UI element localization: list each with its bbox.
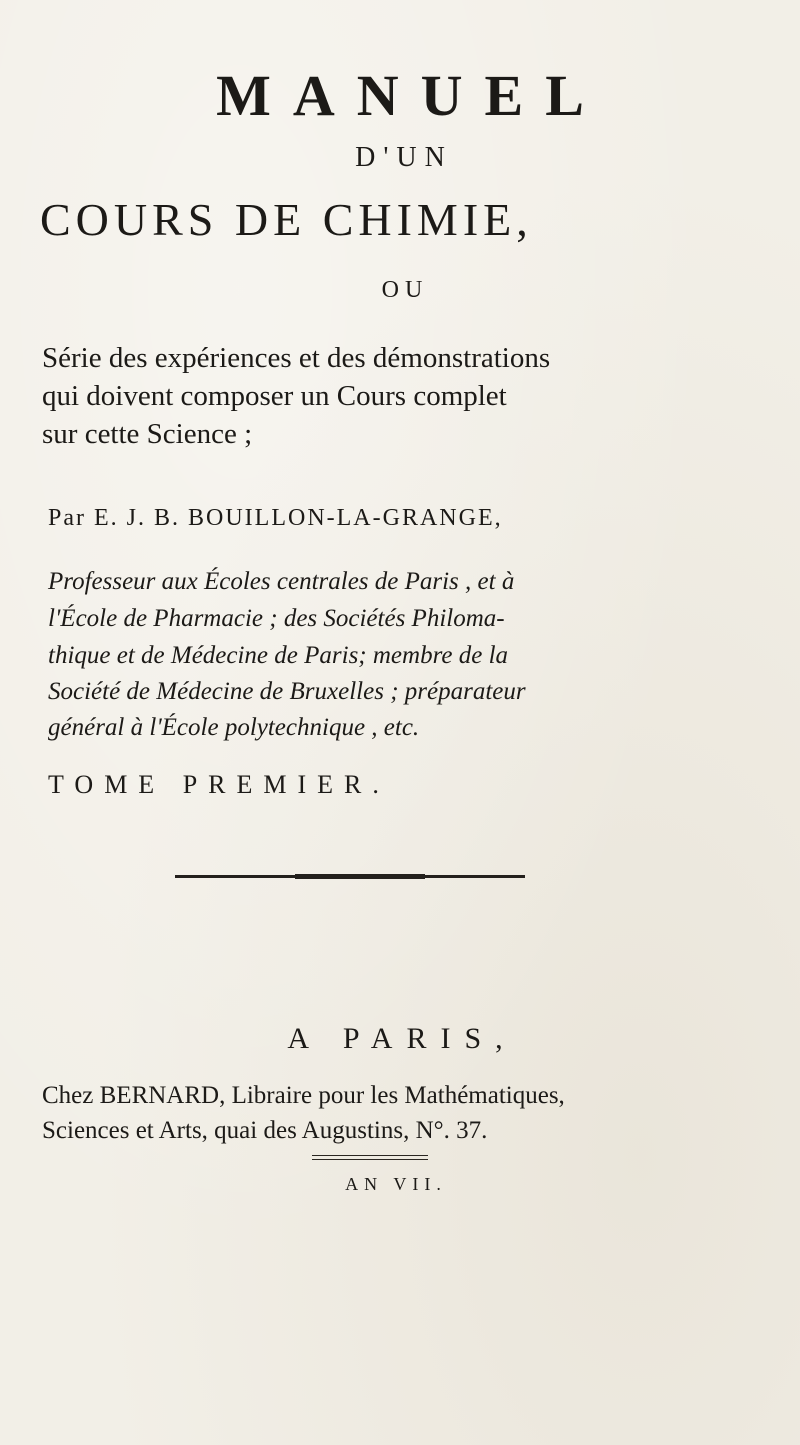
author-line: Par E. J. B. BOUILLON-LA-GRANGE, xyxy=(48,505,503,531)
divider-rule xyxy=(312,1155,428,1156)
publisher-line: Chez BERNARD, Libraire pour les Mathématiques, xyxy=(42,1082,565,1109)
credentials-line: Professeur aux Écoles centrales de Paris , et à xyxy=(48,568,515,595)
credentials-line: général à l'École polytechnique , etc. xyxy=(48,714,420,741)
credentials-line: Société de Médecine de Bruxelles ; préparateur xyxy=(48,678,526,705)
description-line: sur cette Science ; xyxy=(42,418,253,450)
title-or: OU xyxy=(381,277,429,303)
credentials-line: l'École de Pharmacie ; des Sociétés Philoma- xyxy=(48,605,505,632)
imprint-city: A PARIS, xyxy=(287,1022,517,1055)
description-line: qui doivent composer un Cours complet xyxy=(42,380,507,412)
divider-rule xyxy=(312,1159,428,1160)
book-title: MANUEL xyxy=(216,63,606,128)
volume-label: TOME PREMIER. xyxy=(48,770,390,799)
title-connector: D'UN xyxy=(355,142,453,173)
publisher-line: Sciences et Arts, quai des Augustins, N°. 37. xyxy=(42,1117,488,1144)
description-line: Série des expériences et des démonstrations xyxy=(42,342,551,374)
credentials-line: thique et de Médecine de Paris; membre de la xyxy=(48,642,509,669)
ornamental-rule xyxy=(175,875,525,878)
book-subject: COURS DE CHIMIE, xyxy=(40,194,533,245)
publication-date: AN VII. xyxy=(345,1174,447,1194)
